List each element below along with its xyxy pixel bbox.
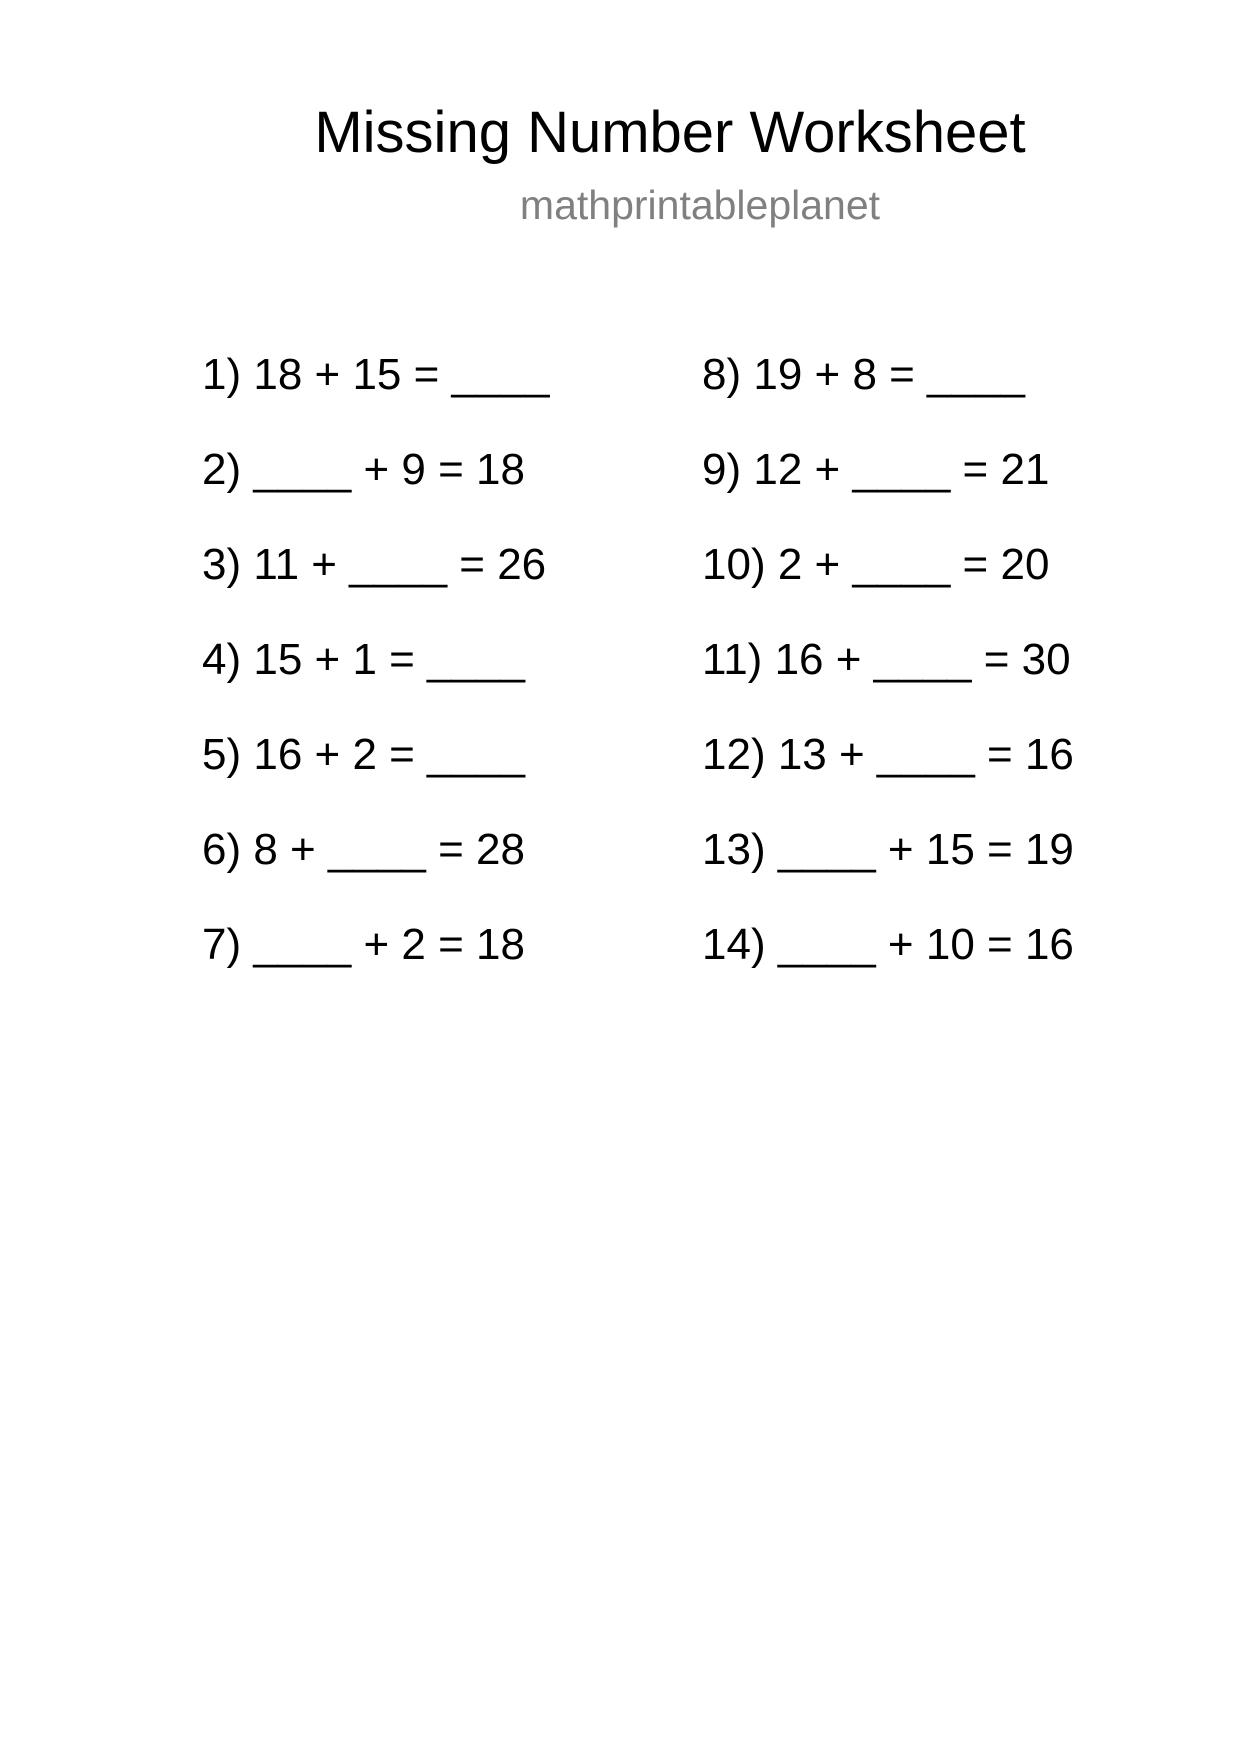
- problem-equation: 18 + 15 = ____: [253, 350, 550, 399]
- problem-number: 4): [202, 635, 242, 684]
- problems-right-column: [702, 350, 1074, 1015]
- problem-number: 9): [702, 445, 742, 494]
- problems-left-column: [202, 350, 549, 1015]
- problem-number: 3): [202, 540, 242, 589]
- problem-item: [202, 635, 549, 730]
- problem-item: [702, 350, 1074, 445]
- problem-item: [702, 920, 1074, 1015]
- problem-item: [702, 540, 1074, 635]
- problem-equation: 2 + ____ = 20: [777, 540, 1050, 589]
- problem-number: 13): [702, 825, 766, 874]
- problem-item: [202, 445, 549, 540]
- page-title: Missing Number Worksheet: [314, 100, 1026, 165]
- problem-equation: 8 + ____ = 28: [253, 825, 525, 874]
- problem-item: [202, 825, 549, 920]
- problem-number: 8): [702, 350, 742, 399]
- site-name-subtitle: mathprintableplanet: [519, 182, 881, 228]
- problem-item: [202, 540, 549, 635]
- problem-number: 1): [202, 350, 242, 399]
- problem-number: 11): [702, 635, 763, 684]
- problem-item: [702, 825, 1074, 920]
- problem-number: 2): [202, 445, 242, 494]
- problem-equation: 11 + ____ = 26: [253, 540, 547, 589]
- problem-equation: ____ + 9 = 18: [253, 445, 525, 494]
- problem-equation: 12 + ____ = 21: [753, 445, 1050, 494]
- problem-equation: 16 + ____ = 30: [774, 635, 1071, 684]
- problem-equation: 19 + 8 = ____: [753, 350, 1025, 399]
- problem-number: 5): [202, 730, 242, 779]
- problem-number: 10): [702, 540, 766, 589]
- problem-item: [702, 445, 1074, 540]
- problem-number: 14): [702, 920, 766, 969]
- problem-equation: 15 + 1 = ____: [253, 635, 525, 684]
- problem-item: [202, 920, 549, 1015]
- problem-equation: ____ + 2 = 18: [253, 920, 525, 969]
- problem-equation: 13 + ____ = 16: [777, 730, 1074, 779]
- problem-item: [202, 730, 549, 825]
- problem-item: [202, 350, 549, 445]
- problem-number: 12): [702, 730, 766, 779]
- problem-item: [702, 635, 1074, 730]
- problem-equation: 16 + 2 = ____: [253, 730, 525, 779]
- problem-number: 6): [202, 825, 242, 874]
- problem-item: [702, 730, 1074, 825]
- problem-number: 7): [202, 920, 242, 969]
- problem-equation: ____ + 15 = 19: [777, 825, 1074, 874]
- problem-equation: ____ + 10 = 16: [777, 920, 1074, 969]
